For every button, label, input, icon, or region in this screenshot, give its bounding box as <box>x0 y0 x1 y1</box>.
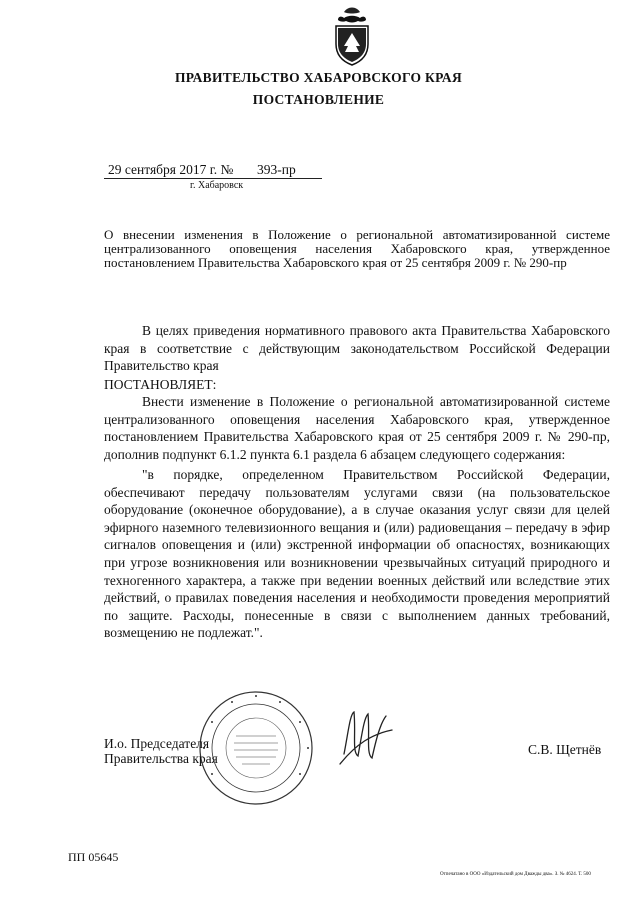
date-underline <box>104 178 322 179</box>
preamble-paragraph: В целях приведения нормативного правового акта Правительства Хабаровского края в соответствие с действующим законодательством Российской Федерации Правительство края <box>104 323 610 374</box>
position-line-2: Правительства края <box>104 751 218 766</box>
date-and-number: 29 сентября 2017 г. № 393-пр <box>108 162 296 177</box>
handwritten-signature <box>336 704 396 774</box>
position-line-1: И.о. Председателя <box>104 736 210 751</box>
printing-info: Отпечатано в ООО «Издательский дом Дважды два». З. № 4624. Т. 500 <box>440 872 591 877</box>
document-subject: О внесении изменения в Положение о региональной автоматизированной системе централизованного оповещения населения Хабаровского края, утвержденное постановлением Правительства Хабаровского края от 25 сентября 2009 г. № 290-пр <box>104 227 610 270</box>
signatory-position <box>104 736 218 766</box>
decree-word: ПОСТАНОВЛЯЕТ: <box>104 377 217 392</box>
signatory-name: С.В. Щетнёв <box>528 742 602 757</box>
quoted-addition: "в порядке, определенном Правительством Российской Федерации, обеспечивают передачу пользователям услугами связи (на пользовательское оборудование (оконечное оборудование), а в случае оказания услуг связи для целей эфирного наземного телевизионного вещания и (или) радиовещания – передачу в эфир сигналов оповещения и (или) экстренной информации об опасностях, возникающих при угрозе возникновения или возникновении чрезвычайных ситуаций природного и техногенного характера, а также при ведении военных действий или вследствие этих действий, о правилах поведения населения и необходимости проведения мероприятий по защите. Расходы, понесенные в связи с выполнением данных требований, возмещению не подлежат.". <box>104 467 610 641</box>
registration-number: ПП 05645 <box>68 850 119 864</box>
coat-of-arms-emblem <box>330 6 374 66</box>
amendment-paragraph: Внести изменение в Положение о региональной автоматизированной системе централизованного оповещения населения Хабаровского края, утвержденное постановлением Правительства Хабаровского края от 25 сентября 2009 г. № 290-пр, дополнив подпункт 6.1.2 пункта 6.1 раздела 6 абзацем следующего содержания: <box>104 394 610 462</box>
document-type: ПОСТАНОВЛЕНИЕ <box>252 92 385 107</box>
city: г. Хабаровск <box>190 180 244 191</box>
government-title: ПРАВИТЕЛЬСТВО ХАБАРОВСКОГО КРАЯ <box>175 70 462 85</box>
